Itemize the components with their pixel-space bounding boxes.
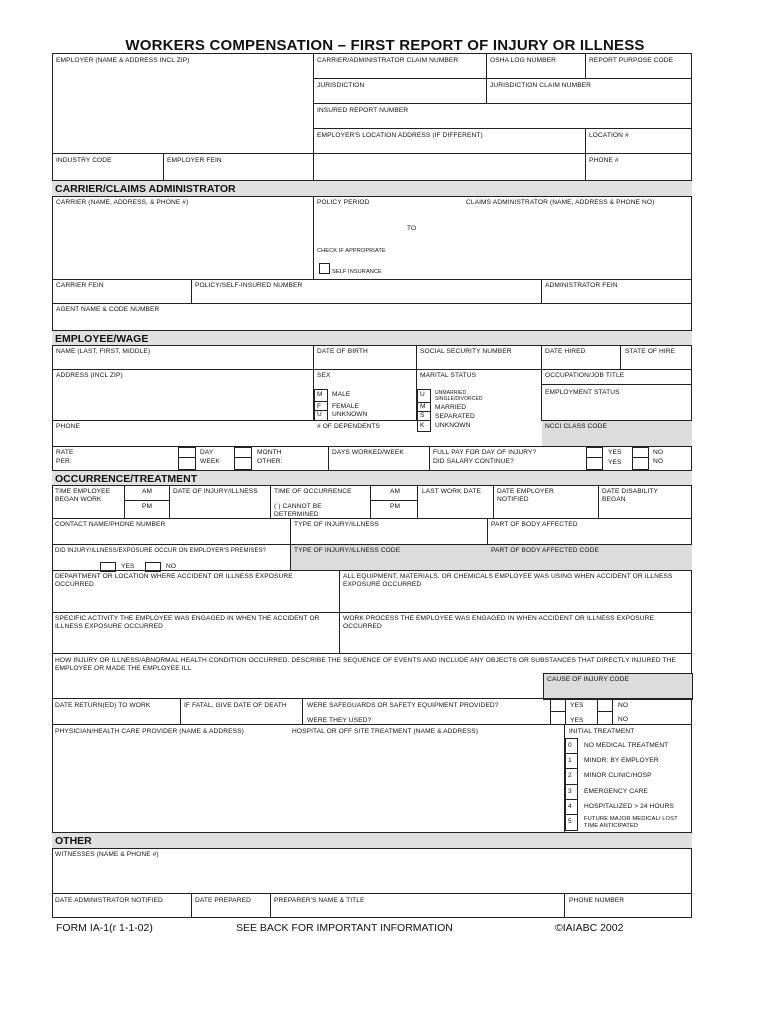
witnesses-field[interactable] bbox=[53, 860, 691, 893]
date-admin-label: DATE ADMINISTRATOR NOTIFIED bbox=[55, 897, 163, 904]
state-hire-label: STATE OF HIRE bbox=[625, 348, 676, 355]
contact-label: CONTACT NAME/PHONE NUMBER bbox=[55, 521, 166, 528]
used-yes-label: YES bbox=[570, 717, 584, 724]
treatment-label-3: EMERGENCY CARE bbox=[584, 788, 648, 795]
other-section-header bbox=[52, 832, 692, 848]
used-label: WERE THEY USED? bbox=[307, 717, 372, 724]
cause-code-label: CAUSE OF INJURY CODE bbox=[547, 676, 629, 683]
date-return-label: DATE RETURN(ED) TO WORK bbox=[55, 702, 151, 709]
initial-treatment-label: INITIAL TREATMENT bbox=[569, 728, 635, 735]
part-code-label: PART OF BODY AFFECTED CODE bbox=[491, 547, 599, 554]
part-body-label: PART OF BODY AFFECTED bbox=[491, 521, 578, 528]
full-pay-yes-label: YES bbox=[608, 449, 622, 456]
form-title: WORKERS COMPENSATION – FIRST REPORT OF INJURY OR ILLNESS bbox=[125, 37, 645, 54]
how-injury-label: HOW INJURY OR ILLNESS/ABNORMAL HEALTH CONDITION OCCURRED. DESCRIBE THE SEQUENCE OF EVENTS AND INCLUDE ANY OBJECTS OR SUBSTANCES THAT DIRECTLY INJURED THE EMPLOYEE OR MADE THE EMPLOYEE ILL bbox=[55, 657, 677, 672]
per-day-week-box[interactable] bbox=[178, 447, 196, 470]
occupation-label: OCCUPATION/JOB TITLE bbox=[545, 372, 625, 379]
full-pay-no-box[interactable] bbox=[632, 447, 649, 470]
policy-number-label: POLICY/SELF-INSURED NUMBER bbox=[195, 282, 303, 289]
premises-no-label: NO bbox=[166, 563, 177, 570]
treatment-label-5: FUTURE MAJOR MEDICAL/ LOST TIME ANTICIPATED bbox=[584, 816, 678, 829]
marital-label-married: MARRIED bbox=[435, 404, 467, 411]
sex-label-unknown: UNKNOWN bbox=[332, 411, 368, 418]
used-no-label: NO bbox=[618, 716, 629, 723]
week-label: WEEK bbox=[200, 458, 220, 465]
full-pay-no-label: NO bbox=[653, 449, 664, 456]
full-pay-yes-box[interactable] bbox=[586, 447, 603, 470]
marital-label-single: SINGLE/DIVORCED bbox=[435, 396, 483, 402]
occurrence-pm-label: PM bbox=[390, 503, 401, 510]
time-occurrence-label: TIME OF OCCURRENCE bbox=[274, 488, 352, 495]
jurisdiction-label: JURISDICTION bbox=[317, 82, 365, 89]
sex-code-u: U bbox=[317, 411, 322, 418]
rate-label: RATE bbox=[56, 449, 74, 456]
sex-label-female: FEMALE bbox=[332, 403, 359, 410]
witnesses-label: WITNESSES (NAME & PHONE #) bbox=[55, 851, 159, 858]
policy-period-label: POLICY PERIOD bbox=[317, 199, 370, 206]
department-label: DEPARTMENT OR LOCATION WHERE ACCIDENT OR ILLNESS EXPOSURE OCCURRED bbox=[55, 573, 293, 588]
salary-continue-label: DID SALARY CONTINUE? bbox=[433, 458, 514, 465]
sex-code-m: M bbox=[317, 391, 323, 398]
ssn-label: SOCIAL SECURITY NUMBER bbox=[420, 348, 512, 355]
occurrence-section-title: OCCURRENCE/TREATMENT bbox=[55, 473, 198, 485]
physician-label: PHYSICIAN/HEALTH CARE PROVIDER (NAME & ADDRESS) bbox=[55, 728, 244, 735]
days-worked-label: DAYS WORKED/WEEK bbox=[332, 449, 404, 456]
dob-label: DATE OF BIRTH bbox=[317, 348, 368, 355]
premises-label: DID INJURY/ILLNESS/EXPOSURE OCCUR ON EMPLOYER'S PREMISES? bbox=[55, 548, 267, 554]
employment-status-label: EMPLOYMENT STATUS bbox=[545, 389, 620, 396]
occurrence-am-label: AM bbox=[390, 488, 401, 495]
treatment-code-0: 0 bbox=[568, 742, 572, 749]
carrier-name-label: CARRIER (NAME, ADDRESS, & PHONE #) bbox=[56, 199, 189, 206]
marital-label: MARITAL STATUS bbox=[420, 372, 477, 379]
phone-label: PHONE # bbox=[589, 157, 619, 164]
carrier-fein-label: CARRIER FEIN bbox=[56, 282, 104, 289]
sex-code-f: F bbox=[317, 403, 322, 410]
treatment-code-2: 2 bbox=[568, 772, 572, 779]
carrier-claim-number-label: CARRIER/ADMINISTRATOR CLAIM NUMBER bbox=[317, 57, 459, 64]
salary-no-label: NO bbox=[653, 458, 664, 465]
employee-name-label: NAME (LAST, FIRST, MIDDLE) bbox=[56, 348, 151, 355]
treatment-code-1: 1 bbox=[568, 757, 572, 764]
per-month-other-box[interactable] bbox=[234, 447, 252, 470]
preparer-label: PREPARER'S NAME & TITLE bbox=[274, 897, 365, 904]
employee-section-title: EMPLOYEE/WAGE bbox=[55, 333, 149, 345]
carrier-section-title: CARRIER/CLAIMS ADMINISTRATOR bbox=[55, 183, 236, 195]
if-fatal-label: IF FATAL, GIVE DATE OF DEATH bbox=[184, 702, 287, 709]
agent-label: AGENT NAME & CODE NUMBER bbox=[56, 306, 160, 313]
date-notified-label: DATE EMPLOYER NOTIFIED bbox=[497, 488, 554, 503]
address-label: ADDRESS (INCL ZIP) bbox=[56, 372, 123, 379]
marital-code-u: U bbox=[420, 391, 425, 398]
employer-name-label: EMPLOYER (NAME & ADDRESS INCL ZIP) bbox=[56, 57, 190, 64]
admin-fein-label: ADMINISTRATOR FEIN bbox=[545, 282, 618, 289]
employee-phone-label: PHONE bbox=[56, 423, 80, 430]
type-injury-label: TYPE OF INJURY/ILLNESS bbox=[294, 521, 379, 528]
safeguards-no-label: NO bbox=[618, 702, 629, 709]
marital-code-m: M bbox=[420, 403, 426, 410]
premises-yes-label: YES bbox=[121, 563, 135, 570]
marital-code-k: K bbox=[420, 422, 425, 429]
equipment-label: ALL EQUIPMENT, MATERIALS, OR CHEMICALS EMPLOYEE WAS USING WHEN ACCIDENT OR ILLNESS EXPOSURE OCCURRED bbox=[343, 573, 673, 588]
form-number: FORM IA-1(r 1-1-02) bbox=[56, 922, 153, 934]
salary-yes-label: YES bbox=[608, 459, 622, 466]
safeguards-no-box[interactable] bbox=[597, 699, 613, 725]
other-phone-label: PHONE NUMBER bbox=[569, 897, 625, 904]
location-address-label: EMPLOYER'S LOCATION ADDRESS (IF DIFFERENT) bbox=[317, 132, 483, 139]
policy-to-label: TO bbox=[407, 225, 417, 232]
safeguards-yes-box[interactable] bbox=[550, 699, 566, 725]
other-section-title: OTHER bbox=[55, 835, 92, 847]
month-label: MONTH bbox=[257, 449, 282, 456]
osha-log-label: OSHA LOG NUMBER bbox=[490, 57, 556, 64]
marital-label-separated: SEPARATED bbox=[435, 413, 475, 420]
employer-name-field[interactable] bbox=[53, 66, 312, 152]
safeguards-yes-label: YES bbox=[570, 702, 584, 709]
last-work-label: LAST WORK DATE bbox=[422, 488, 482, 495]
report-purpose-label: REPORT PURPOSE CODE bbox=[589, 57, 674, 64]
other-label: OTHER: bbox=[257, 458, 283, 465]
type-code-label: TYPE OF INJURY/ILLNESS CODE bbox=[294, 547, 401, 554]
jurisdiction-claim-label: JURISDICTION CLAIM NUMBER bbox=[490, 82, 592, 89]
self-insurance-checkbox[interactable] bbox=[319, 263, 330, 274]
per-label: PER: bbox=[56, 458, 72, 465]
hospital-label: HOSPITAL OR OFF SITE TREATMENT (NAME & ADDRESS) bbox=[292, 728, 479, 735]
date-injury-label: DATE OF INJURY/ILLNESS bbox=[173, 488, 258, 495]
date-disability-label: DATE DISABILITY BEGAN bbox=[602, 488, 658, 503]
cannot-be-determined-label: ( ) CANNOT BE DETERMINED bbox=[274, 503, 322, 518]
treatment-label-1: MINOR: BY EMPLOYER bbox=[584, 757, 659, 764]
marital-code-s: S bbox=[420, 412, 425, 419]
see-back-note: SEE BACK FOR IMPORTANT INFORMATION bbox=[236, 922, 453, 934]
date-prepared-label: DATE PREPARED bbox=[195, 897, 252, 904]
industry-code-label: INDUSTRY CODE bbox=[56, 157, 112, 164]
treatment-label-4: HOSPITALIZED > 24 HOURS bbox=[584, 803, 674, 810]
time-began-label: TIME EMPLOYEE BEGAN WORK bbox=[55, 488, 111, 503]
date-hired-label: DATE HIRED bbox=[545, 348, 586, 355]
check-if-label: CHECK IF APPROPRIATE bbox=[317, 248, 386, 254]
treatment-label-0: NO MEDICAL TREATMENT bbox=[584, 742, 669, 749]
copyright: ©IAIABC 2002 bbox=[555, 922, 624, 934]
treatment-label-2: MINOR CLINIC/HOSP bbox=[584, 772, 652, 779]
treatment-code-5: 5 bbox=[568, 818, 572, 825]
full-pay-label: FULL PAY FOR DAY OF INJURY? bbox=[433, 449, 537, 456]
claims-admin-label: CLAIMS ADMINISTRATOR (NAME, ADDRESS & PHONE NO) bbox=[466, 199, 655, 206]
began-pm-label: PM bbox=[142, 503, 153, 510]
insured-report-label: INSURED REPORT NUMBER bbox=[317, 107, 409, 114]
work-process-label: WORK PROCESS THE EMPLOYEE WAS ENGAGED IN WHEN ACCIDENT OR ILLNESS EXPOSURE OCCURRED bbox=[343, 615, 655, 630]
marital-label-unmarried: UNMARRIED bbox=[435, 390, 467, 396]
activity-label: SPECIFIC ACTIVITY THE EMPLOYEE WAS ENGAGED IN WHEN THE ACCIDENT OR ILLNESS EXPOSURE OCCURRED bbox=[55, 615, 320, 630]
sex-label: SEX bbox=[317, 372, 331, 379]
marital-label-unknown: UNKNOWN bbox=[435, 422, 471, 429]
dependents-label: # OF DEPENDENTS bbox=[317, 423, 381, 430]
employer-fein-label: EMPLOYER FEIN bbox=[167, 157, 222, 164]
treatment-code-4: 4 bbox=[568, 803, 572, 810]
safeguards-label: WERE SAFEGUARDS OR SAFETY EQUIPMENT PROVIDED? bbox=[307, 702, 499, 709]
location-number-label: LOCATION # bbox=[589, 132, 629, 139]
sex-label-male: MALE bbox=[332, 391, 351, 398]
ncci-label: NCCI CLASS CODE bbox=[545, 423, 607, 430]
day-label: DAY bbox=[200, 449, 214, 456]
treatment-code-3: 3 bbox=[568, 788, 572, 795]
self-insurance-label: SELF INSURANCE bbox=[332, 269, 382, 275]
began-am-label: AM bbox=[142, 488, 153, 495]
